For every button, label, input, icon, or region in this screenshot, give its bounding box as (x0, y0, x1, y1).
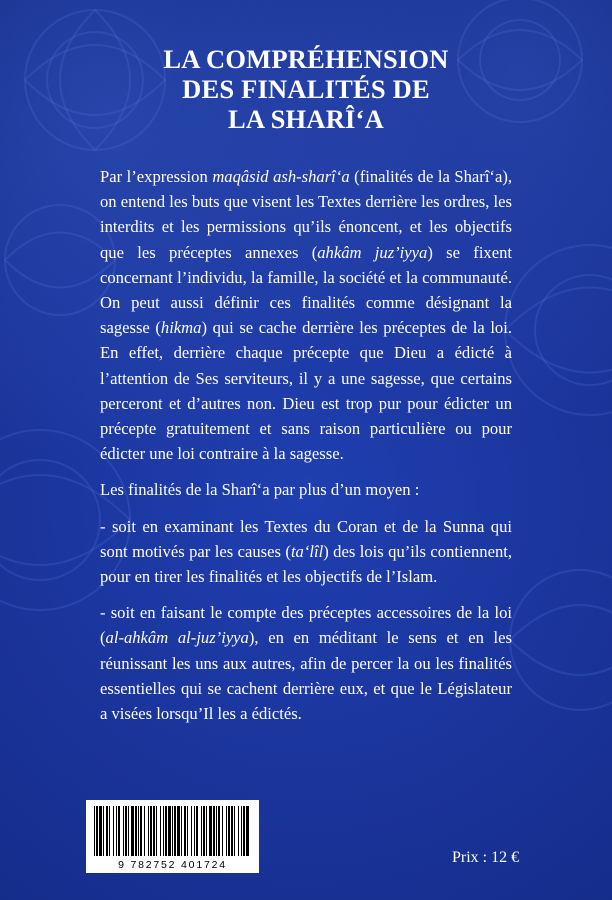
barcode-bar (206, 806, 207, 856)
title-line-2: DES FINALITÉS DE (182, 74, 430, 104)
barcode-bar (184, 806, 186, 856)
barcode-bar (243, 806, 245, 856)
barcode-bar (222, 806, 223, 856)
barcode-bar (148, 806, 149, 856)
barcode-bar (99, 806, 102, 856)
barcode-bar (113, 806, 114, 856)
barcode-bar (209, 806, 212, 856)
term-al-ahkam: al-ahkâm al-juz’iyya (105, 628, 249, 648)
isbn-number: 9 782752 401724 (118, 859, 227, 871)
barcode-bar (187, 806, 188, 856)
barcode-bar (94, 806, 95, 856)
term-ahkam: ahkâm juz’iyya (317, 242, 428, 262)
barcode-bar (216, 806, 217, 856)
barcode-bar (96, 806, 98, 856)
price-label: Prix : 12 € (452, 849, 520, 866)
barcode-bar (241, 806, 242, 856)
barcode (86, 800, 259, 873)
barcode-bar (135, 806, 137, 856)
title-line-3: LA SHARÎ‘A (228, 104, 384, 134)
barcode-bar (165, 806, 167, 856)
barcode-bar (196, 806, 198, 856)
barcode-bar (234, 806, 235, 856)
barcode-icon (92, 806, 253, 856)
barcode-bar (128, 806, 129, 856)
barcode-bar (123, 806, 124, 856)
blurb-text (100, 164, 512, 737)
barcode-bar (131, 806, 134, 856)
barcode-bar (125, 806, 127, 856)
barcode-bar (246, 806, 249, 856)
barcode-bar (172, 806, 173, 856)
barcode-bar (194, 806, 195, 856)
blurb-paragraph-1: Par l’expression maqâsid ash-sharî‘a (finalités de la Sharî‘a), on entend les buts que visent les Textes derrière les ordres, les interdits et les permissions qu’ils énoncent, et les objectifs que les préceptes annexes (ahkâm juz’iyya) se fixent concernant l’individu, la famille, la société et la communauté. On peut aussi définir ces finalités comme désignant la sagesse (hikma) qui se cache derrière les préceptes de la loi. En effet, derrière chaque précepte que Dieu a édicté à l’attention de Ses serviteurs, il y a une sagesse, que certains perceront et d’autres non. Dieu est trop pur pour édicter un précepte gratuitement et sans raison particulière ou pour édicter une loi contraire à la sagesse. (100, 167, 512, 464)
barcode-bar (226, 806, 227, 856)
barcode-bar (156, 806, 157, 856)
term-hikma: hikma (160, 318, 202, 338)
barcode-bar (160, 806, 161, 856)
term-talil: ta‘lîl (290, 541, 324, 561)
blurb-paragraph-4: - soit en faisant le compte des préceptes accessoires de la loi (al-ahkâm al-juz’iyya), en en méditant le sens et en les réunissant les uns aux autres, afin de percer la ou les finalités essentielles qui se cachent derrière eux, et que le Législateur a visées lorsqu’Il les a édictés. (100, 603, 512, 724)
barcode-bar (231, 806, 233, 856)
barcode-bar (213, 806, 215, 856)
barcode-bar (150, 806, 152, 856)
barcode-bar (109, 806, 110, 856)
barcode-bar (116, 806, 117, 856)
barcode-bar (153, 806, 155, 856)
barcode-bar (177, 806, 180, 856)
barcode-bar (174, 806, 176, 856)
barcode-bar (106, 806, 108, 856)
barcode-bar (118, 806, 120, 856)
title-line-1: LA COMPRÉHENSION (163, 44, 449, 74)
barcode-bar (203, 806, 205, 856)
barcode-bar (191, 806, 192, 856)
blurb-paragraph-3: - soit en examinant les Textes du Coran et de la Sunna qui sont motivés par les causes (ta‘lîl) des lois qu’ils contiennent, pour en tirer les finalités et les objectifs de l’Islam. (100, 516, 512, 587)
barcode-bar (103, 806, 104, 856)
barcode-bar (218, 806, 220, 856)
book-title (0, 44, 612, 134)
barcode-bar (138, 806, 139, 856)
barcode-bar (228, 806, 230, 856)
barcode-bar (201, 806, 202, 856)
term-maqasid: maqâsid ash-sharî‘a (212, 167, 350, 186)
blurb-paragraph-2: Les finalités de la Sharî‘a par plus d’un moyen : (100, 480, 420, 500)
barcode-bar (163, 806, 164, 856)
barcode-bar (181, 806, 182, 856)
barcode-bar (140, 806, 142, 856)
barcode-bar (144, 806, 145, 856)
barcode-bar (168, 806, 171, 856)
barcode-bar (238, 806, 239, 856)
